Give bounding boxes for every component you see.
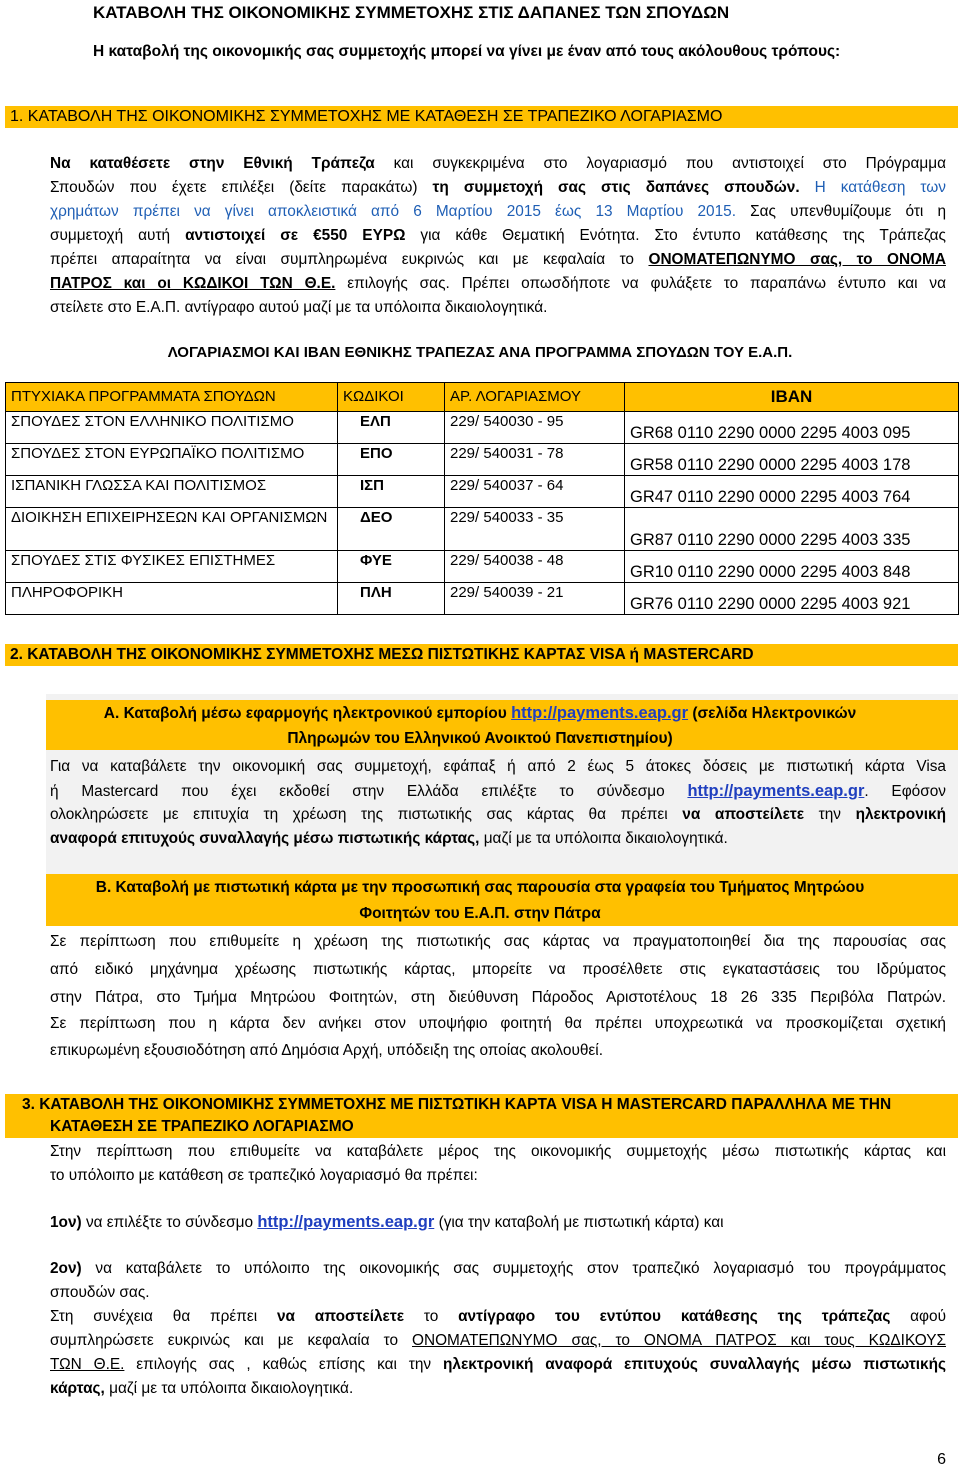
section2b-title-line-1: Β. Καταβολή με πιστωτική κάρτα με την προσωπική σας παρουσία στα γραφεία του Τμήματος Μητρώου (95, 879, 865, 896)
section3-line-2: το υπόλοιπο με κατάθεση σε τραπεζικό λογαριασμό θα πρέπει: (50, 1167, 478, 1184)
step-2-label: 2ον) (50, 1260, 82, 1277)
program-cell: ΣΠΟΥΔΕΣ ΣΤΟΝ ΕΥΡΩΠΑΪΚΟ ΠΟΛΙΤΙΣΜΟ (6, 444, 338, 476)
intro-text: Η καταβολή της οικονομικής σας συμμετοχής μπορεί να γίνει με έναν από τους ακόλουθους τρόπους: (93, 43, 841, 60)
account-cell: 229/ 540037 - 64 (445, 476, 625, 508)
section2b-title-line-2: Φοιτητών του Ε.Α.Π. στην Πάτρα (359, 905, 601, 922)
a-l3-mid: την (818, 806, 841, 823)
section2b-line-3: στην Πάτρα, στο Τμήμα Μητρώου Φοιτητών, στη διεύθυνση Πάροδος Αριστοτέλους 18 26 335 Περιβόλα Πατρών. (50, 989, 946, 1006)
code-cell: ΠΛΗ (338, 583, 445, 615)
m1-a: Στη συνέχεια θα πρέπει (50, 1308, 258, 1325)
section3-main-line-2 (50, 1332, 946, 1350)
section3-main-line-1 (50, 1308, 946, 1326)
section3-line-1: Στην περίπτωση που επιθυμείτε να καταβάλετε μέρος της οικονομικής συμμετοχής μέσω πιστωτικής κάρτας και (50, 1143, 946, 1160)
iban-cell: GR76 0110 2290 0000 2295 4003 921 (625, 583, 959, 615)
section2a-line-2 (50, 782, 946, 801)
section1-line-6 (50, 275, 946, 293)
p4-a: συμμετοχή αυτή (50, 227, 171, 244)
section2b-line-2: από ειδικό μηχάνημα χρέωσης πιστωτικής κάρτας, μπορείτε να προσέλθετε στις εγκαταστάσεις του Ιδρύματος (50, 961, 946, 978)
program-cell: ΙΣΠΑΝΙΚΗ ΓΛΩΣΣΑ ΚΑΙ ΠΟΛΙΤΙΣΜΟΣ (6, 476, 338, 508)
section1-line-2 (50, 179, 946, 197)
m3-u: ΤΩΝ Θ.Ε. (50, 1356, 125, 1373)
step-2-text: να καταβάλετε το υπόλοιπο της οικονομικής σας συμμετοχής στον τραπεζικό λογαριασμό του προγράμματος (95, 1260, 946, 1277)
table-row (6, 412, 959, 444)
iban-cell: GR10 0110 2290 0000 2295 4003 848 (625, 551, 959, 583)
section2b-line-4: Σε περίπτωση που η κάρτα δεν ανήκει στον υποψήφιο φοιτητή θα πρέπει υποχρεωτικά να προσκομίζεται σχετική (50, 1015, 946, 1032)
p4-e: Στο έντυπο κατάθεσης της Τράπεζας (654, 227, 946, 244)
iban-cell: GR87 0110 2290 0000 2295 4003 335 (625, 508, 959, 551)
table-row (6, 476, 959, 508)
m2-required-fields: ΟΝΟΜΑΤΕΠΩΝΥΜΟ σας, το ΟΝΟΜΑ ΠΑΤΡΟΣ και τους ΚΩΔΙΚΟΥΣ (412, 1332, 946, 1349)
a-l4-text: μαζί με τα υπόλοιπα δικαιολογητικά. (483, 830, 728, 847)
p6-rest: Πρέπει οπωσδήποτε να φυλάξετε το παραπάνω έντυπο και να (461, 275, 946, 292)
m1-e: αφού (910, 1308, 946, 1325)
program-cell: ΣΠΟΥΔΕΣ ΣΤΟΝ ΕΛΛΗΝΙΚΟ ΠΟΛΙΤΙΣΜΟ (6, 412, 338, 444)
header-account: ΑΡ. ΛΟΓΑΡΙΑΣΜΟΥ (445, 383, 625, 412)
m2-a: συμπληρώσετε ευκρινώς και με κεφαλαία το (50, 1332, 399, 1349)
section1-line-3 (50, 203, 946, 221)
section1-heading: 1. ΚΑΤΑΒΟΛΗ ΤΗΣ ΟΙΚΟΝΟΜΙΚΗΣ ΣΥΜΜΕΤΟΧΗΣ ΜΕ ΚΑΤΑΘΕΣΗ ΣΕ ΤΡΑΠΕΖΙΚΟ ΛΟΓΑΡΙΑΣΜΟ (10, 108, 723, 125)
p5-text: πρέπει απαραίτητα να είναι συμπληρωμένα ευκρινώς και με κεφαλαία το (50, 251, 634, 268)
m1-d: αντίγραφο του εντύπου κατάθεσης της τράπεζας (458, 1308, 891, 1325)
section2a-title: Α. Καταβολή μέσω εφαρμογής ηλεκτρονικού εμπορίου (103, 705, 507, 722)
iban-cell: GR47 0110 2290 0000 2295 4003 764 (625, 476, 959, 508)
p5-required-fields: ΟΝΟΜΑΤΕΠΩΝΥΜΟ σας, το ΟΝΟΜΑ (648, 251, 946, 268)
payments-link-step[interactable]: http://payments.eap.gr (257, 1213, 435, 1231)
section2b-line-5: επικυρωμένη εξουσιοδότηση από Δημόσια Αρχή, υπόδειξη της οποίας ακολουθεί. (50, 1042, 603, 1059)
table-row (6, 583, 959, 615)
table-header-row (6, 383, 959, 412)
accounts-title: ΛΟΓΑΡΙΑΣΜΟΙ ΚΑΙ IBAN ΕΘΝΙΚΗΣ ΤΡΑΠΕΖΑΣ ΑΝΑ ΠΡΟΓΡΑΜΜΑ ΣΠΟΥΔΩΝ ΤΟΥ Ε.Α.Π. (167, 344, 793, 361)
m3-b: ηλεκτρονική αναφορά επιτυχούς συναλλαγής μέσω πιστωτικής (442, 1356, 946, 1373)
a-l2-end: . Εφόσον (864, 783, 946, 800)
section3-main-line-4 (50, 1380, 960, 1398)
code-cell: ΕΠΟ (338, 444, 445, 476)
program-cell: ΔΙΟΙΚΗΣΗ ΕΠΙΧΕΙΡΗΣΕΩΝ ΚΑΙ ΟΡΓΑΝΙΣΜΩΝ (6, 508, 338, 551)
a-l2-text: ή Mastercard που έχει εκδοθεί στην Ελλάδα επιλέξτε το σύνδεσμο (50, 783, 665, 800)
program-cell: ΠΛΗΡΟΦΟΡΙΚΗ (6, 583, 338, 615)
section2a-line-3 (50, 806, 946, 824)
table-row (6, 551, 959, 583)
p4-b: αντιστοιχεί σε (185, 227, 299, 244)
m1-b: να αποστείλετε (276, 1308, 405, 1325)
a-l3-text: ολοκληρώσετε με επιτυχία τη χρέωση της πιστωτικής σας κάρτας θα πρέπει (50, 806, 668, 823)
section3-heading-line-1: 3. ΚΑΤΑΒΟΛΗ ΤΗΣ ΟΙΚΟΝΟΜΙΚΗΣ ΣΥΜΜΕΤΟΧΗΣ ΜΕ ΠΙΣΤΩΤΙΚΗ ΚΑΡΤΑ VISA Η MASTERCARD ΠΑΡΑΛΛΗΛΑ ΜΕ ΤΗΝ (22, 1096, 892, 1113)
table-row (6, 444, 959, 476)
section1-line-4 (50, 227, 946, 245)
code-cell: ΙΣΠ (338, 476, 445, 508)
account-cell: 229/ 540039 - 21 (445, 583, 625, 615)
code-cell: ΦΥΕ (338, 551, 445, 583)
payments-link[interactable]: http://payments.eap.gr (511, 704, 689, 722)
step-1-end: (για την καταβολή με πιστωτική κάρτα) και (438, 1214, 724, 1231)
header-program: ΠΤΥΧΙΑΚΑ ΠΡΟΓΡΑΜΜΑΤΑ ΣΠΟΥΔΩΝ (6, 383, 338, 412)
iban-cell: GR58 0110 2290 0000 2295 4003 178 (625, 444, 959, 476)
code-cell: ΕΛΠ (338, 412, 445, 444)
table-row (6, 508, 959, 551)
section1-line-1 (50, 155, 946, 173)
code-cell: ΔΕΟ (338, 508, 445, 551)
section2-heading: 2. ΚΑΤΑΒΟΛΗ ΤΗΣ ΟΙΚΟΝΟΜΙΚΗΣ ΣΥΜΜΕΤΟΧΗΣ ΜΕΣΩ ΠΙΣΤΩΤΙΚΗΣ ΚΑΡΤΑΣ VISA ή MASTERCARD (10, 646, 754, 663)
payments-link-inline[interactable]: http://payments.eap.gr (687, 782, 865, 800)
step-2-line-2: σπουδών σας. (50, 1284, 150, 1301)
m4-a: μαζί με τα υπόλοιπα δικαιολογητικά. (109, 1380, 354, 1397)
a-l3-bold-2: ηλεκτρονική (855, 806, 946, 823)
p3-text: Σας υπενθυμίζουμε ότι η (750, 203, 946, 220)
m1-c: το (423, 1308, 439, 1325)
a-l4-bold: αναφορά επιτυχούς συναλλαγής μέσω πιστωτικής κάρτας, (50, 830, 480, 847)
header-iban: IBAN (625, 383, 959, 412)
section2a-title-line-2: Πληρωμών του Ελληνικού Ανοικτού Πανεπιστημίου) (287, 730, 673, 747)
p6-required-fields: ΠΑΤΡΟΣ και οι ΚΩΔΙΚΟΙ ΤΩΝ Θ.Ε. (50, 275, 336, 292)
account-cell: 229/ 540038 - 48 (445, 551, 625, 583)
section2a-line-1: Για να καταβάλετε την οικονομική σας συμμετοχή, εφάπαξ ή από 2 έως 5 άτοκες δόσεις με πιστωτική κάρτα Visa (50, 758, 946, 775)
a-l3-bold-1: να αποστείλετε (682, 806, 805, 823)
accounts-table (5, 382, 959, 615)
header-code: ΚΩΔΙΚΟΙ (338, 383, 445, 412)
p2-text: Σπουδών που έχετε επιλέξει (δείτε παρακάτω) (50, 179, 418, 196)
p1-text: και συγκεκριμένα στο λογαριασμό που αντιστοιχεί στο Πρόγραμμα (393, 155, 946, 172)
p2-bold: τη συμμετοχή σας στις δαπάνες σπουδών. (432, 179, 800, 196)
step-1-text: να επιλέξτε το σύνδεσμο (85, 1214, 254, 1231)
m3-a: επιλογής σας , καθώς επίσης και την (136, 1356, 432, 1373)
m4-b: κάρτας, (50, 1380, 105, 1397)
account-cell: 229/ 540031 - 78 (445, 444, 625, 476)
page-title: ΚΑΤΑΒΟΛΗ ΤΗΣ ΟΙΚΟΝΟΜΙΚΗΣ ΣΥΜΜΕΤΟΧΗΣ ΣΤΙΣ ΔΑΠΑΝΕΣ ΤΩΝ ΣΠΟΥΔΩΝ (93, 3, 730, 22)
section3-heading-line-2: ΚΑΤΑΘΕΣΗ ΣΕ ΤΡΑΠΕΖΙΚΟ ΛΟΓΑΡΙΑΣΜΟ (50, 1118, 354, 1135)
deposit-dates: χρημάτων πρέπει να γίνει αποκλειστικά από 6 Μαρτίου 2015 έως 13 Μαρτίου 2015. (50, 203, 737, 220)
program-cell: ΣΠΟΥΔΕΣ ΣΤΙΣ ΦΥΣΙΚΕΣ ΕΠΙΣΤΗΜΕΣ (6, 551, 338, 583)
bank-name-bold: Να καταθέσετε στην Εθνική Τράπεζα (50, 155, 375, 172)
deposit-period-text: Η κατάθεση των (814, 179, 946, 196)
step-1 (50, 1213, 960, 1232)
section2a-title-2: (σελίδα Ηλεκτρονικών (692, 705, 857, 722)
iban-cell: GR68 0110 2290 0000 2295 4003 095 (625, 412, 959, 444)
page-number: 6 (937, 1451, 946, 1468)
section2a-line-4 (50, 830, 960, 848)
step-2-line-1 (50, 1260, 946, 1278)
section2a-title-line-1 (0, 704, 960, 723)
account-cell: 229/ 540030 - 95 (445, 412, 625, 444)
p4-d: για κάθε Θεματική Ενότητα. (420, 227, 640, 244)
account-cell: 229/ 540033 - 35 (445, 508, 625, 551)
section2b-line-1: Σε περίπτωση που επιθυμείτε η χρέωση της πιστωτικής σας κάρτας να πραγματοποιηθεί δια της παρουσίας σας (50, 933, 946, 950)
step-1-label: 1ον) (50, 1214, 82, 1231)
p6-text: επιλογής σας. (347, 275, 450, 292)
section1-line-5 (50, 251, 946, 269)
amount-per-unit: €550 ΕΥΡΩ (313, 227, 406, 244)
section1-line-7: στείλετε στο Ε.Α.Π. αντίγραφο αυτού μαζί με τα υπόλοιπα δικαιολογητικά. (50, 299, 548, 316)
section3-main-line-3 (50, 1356, 946, 1374)
